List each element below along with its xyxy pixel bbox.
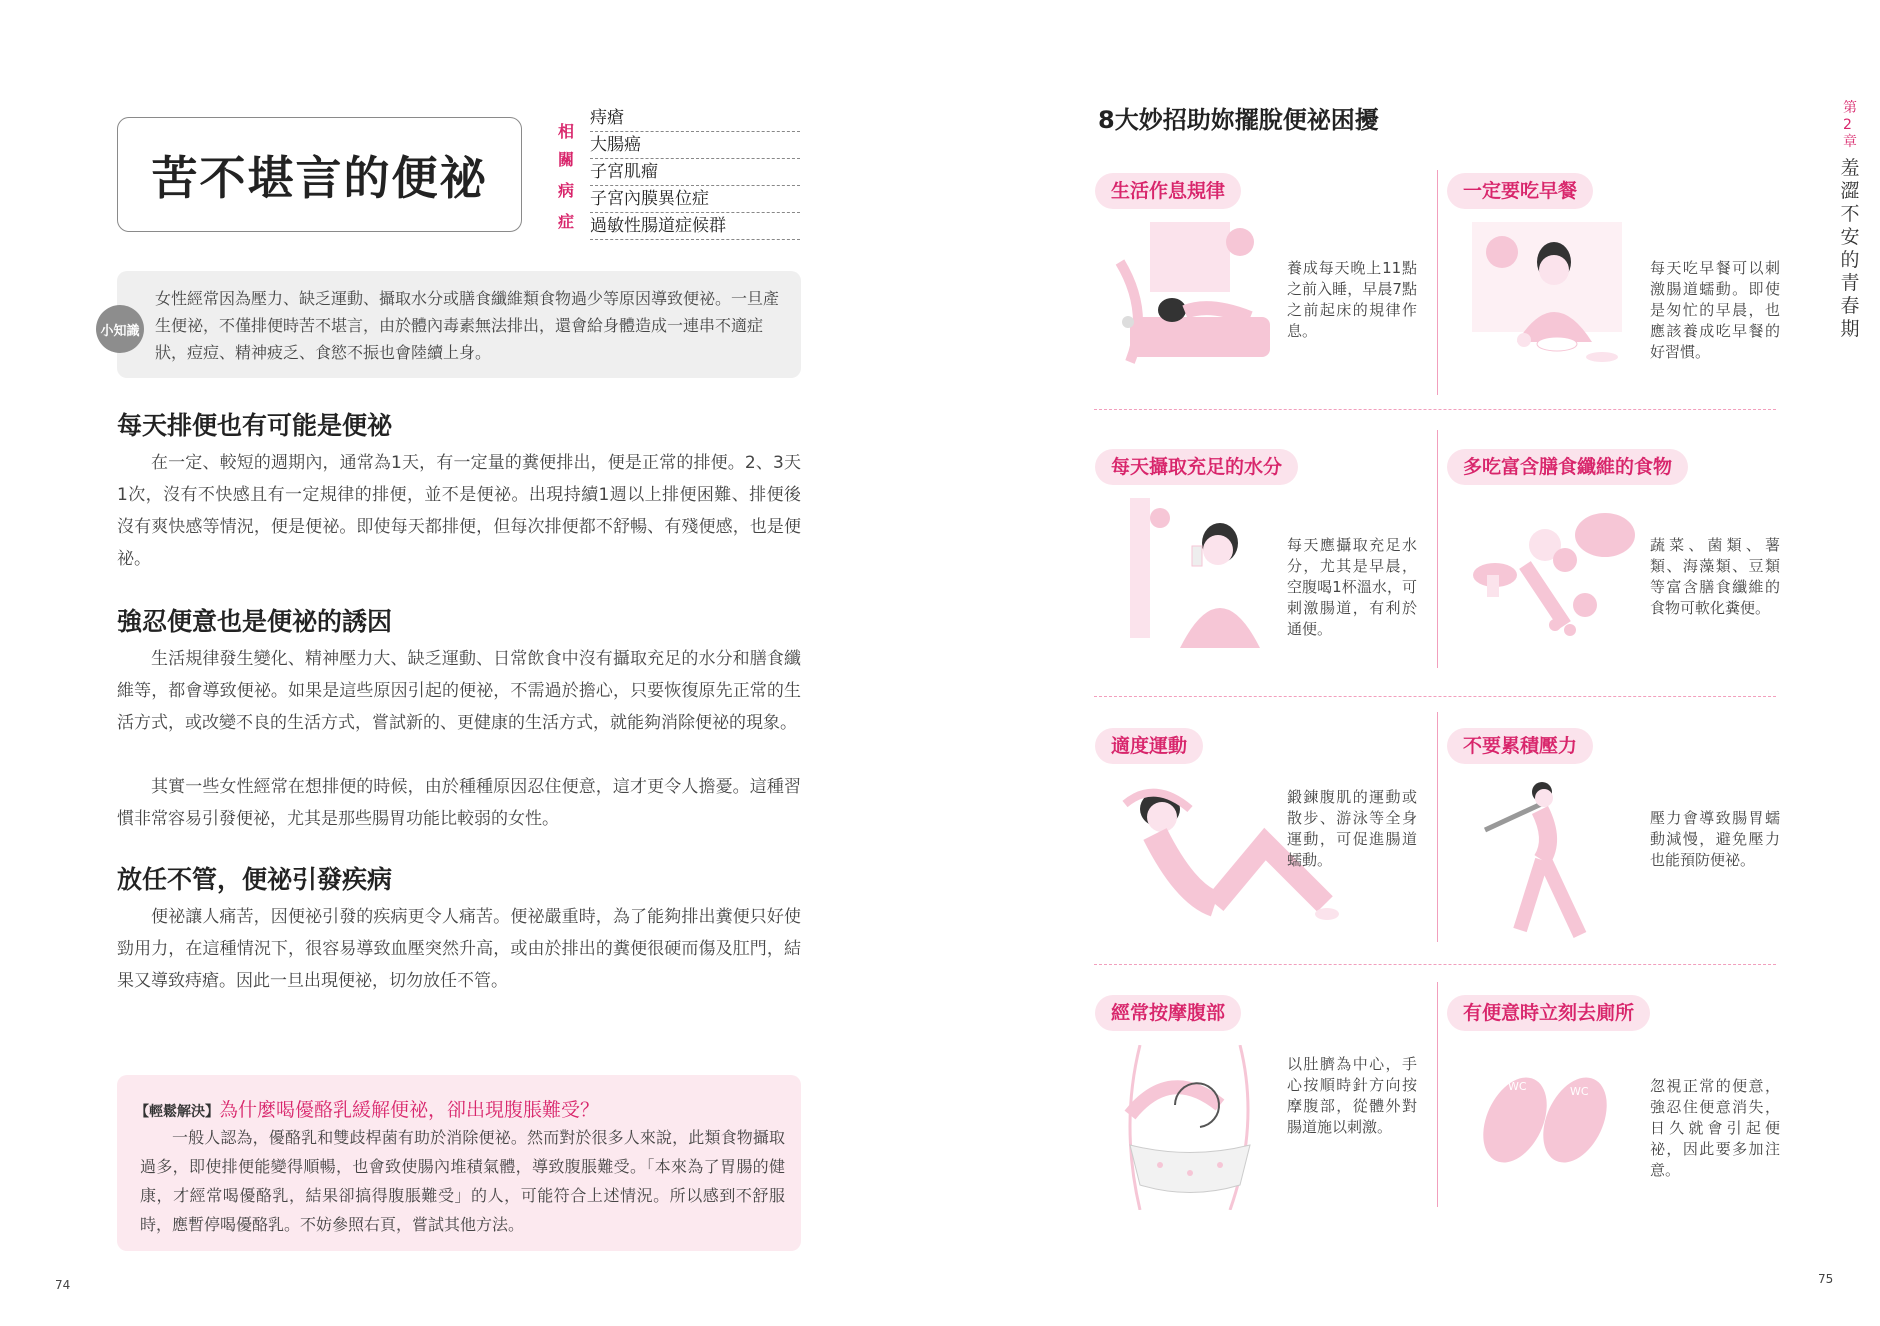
chapter-title-char: 澀 xyxy=(1840,180,1860,202)
tips-title: 8大妙招助妳擺脫便祕困擾 xyxy=(1098,106,1379,134)
grid-divider xyxy=(1437,170,1438,395)
related-label-char: 相 xyxy=(554,118,578,142)
chapter-label-char: 2 xyxy=(1843,117,1852,133)
chapter-title-char: 青 xyxy=(1840,272,1860,294)
section-heading: 強忍便意也是便祕的誘因 xyxy=(117,607,393,636)
chapter-title-char: 安 xyxy=(1840,226,1860,248)
chapter-title-char: 羞 xyxy=(1840,157,1860,179)
body-paragraph: 其實一些女性經常在想排便的時候，由於種種原因忍住便意，這才更令人擔憂。這種習慣非常容易引發便祕，尤其是那些腸胃功能比較弱的女性。 xyxy=(117,777,801,829)
tip-desc: 每天吃早餐可以刺激腸道蠕動。即使是匆忙的早晨，也應該養成吃早餐的好習慣。 xyxy=(1650,259,1780,361)
vegetables-icon xyxy=(1455,505,1640,645)
related-disease: 痔瘡 xyxy=(590,105,800,132)
chapter-title-char: 的 xyxy=(1840,249,1860,271)
related-disease: 子宮內膜異位症 xyxy=(590,186,800,213)
belly-massage-icon xyxy=(1110,1045,1270,1210)
related-disease: 子宮肌瘤 xyxy=(590,159,800,186)
slipper-wc-text: WC xyxy=(1508,1080,1527,1093)
chapter-label-char: 章 xyxy=(1843,134,1857,150)
body-paragraph: 生活規律發生變化、精神壓力大、缺乏運動、日常飲食中沒有攝取充足的水分和膳食纖維等，都會導致便祕。如果是這些原因引起的便祕，不需過於擔心，只要恢復原先正常的生活方式，或改變不良的生活方式，嘗試新的、更健康的生活方式，就能夠消除便祕的現象。 xyxy=(117,649,801,733)
grid-divider xyxy=(1437,430,1438,668)
tip-badge: 小知識 xyxy=(96,305,144,353)
tip-desc: 壓力會導致腸胃蠕動減慢，避免壓力也能預防便祕。 xyxy=(1650,809,1780,869)
tip-desc: 鍛鍊腹肌的運動或散步、游泳等全身運動，可促進腸道蠕動。 xyxy=(1287,788,1417,869)
related-disease: 過敏性腸道症候群 xyxy=(590,213,800,240)
body-paragraph: 便祕讓人痛苦，因便祕引發的疾病更令人痛苦。便祕嚴重時，為了能夠排出糞便只好使勁用力，在這種情況下，很容易導致血壓突然升高，或由於排出的糞便很硬而傷及肛門，結果又導致痔瘡。因此一旦出現便祕，切勿放任不管。 xyxy=(117,907,801,991)
related-label-char: 病 xyxy=(554,177,578,201)
tip-label: 生活作息規律 xyxy=(1095,173,1241,209)
tip-label: 不要累積壓力 xyxy=(1447,728,1593,764)
toilet-slippers-icon xyxy=(1470,1060,1625,1170)
grid-divider xyxy=(1437,712,1438,942)
tip-label: 多吃富含膳食纖維的食物 xyxy=(1447,449,1688,485)
tip-desc: 養成每天晚上11點之前入睡，早晨7點之前起床的規律作息。 xyxy=(1287,259,1417,340)
drinking-water-icon xyxy=(1120,498,1270,658)
breakfast-woman-icon xyxy=(1462,222,1632,382)
chapter-title-char: 期 xyxy=(1840,318,1860,340)
slipper-wc-text: WC xyxy=(1570,1085,1589,1098)
tip-desc: 蔬菜、菌類、薯類、海藻類、豆類等富含膳食纖維的食物可軟化糞便。 xyxy=(1650,536,1780,617)
page-title: 苦不堪言的便祕 xyxy=(151,150,488,205)
faq-tag: 【輕鬆解決】 xyxy=(135,1104,219,1120)
tip-label: 經常按摩腹部 xyxy=(1095,995,1241,1031)
tip-label: 有便意時立刻去廁所 xyxy=(1447,995,1650,1031)
related-label-char: 關 xyxy=(554,146,578,170)
faq-title xyxy=(135,1095,599,1122)
chapter-tab xyxy=(1838,100,1862,341)
sleeping-woman-icon xyxy=(1110,222,1280,382)
tip-desc: 忽視正常的便意，強忍住便意消失，日久就會引起便祕，因此要多加注意。 xyxy=(1650,1077,1780,1179)
tip-text: 女性經常因為壓力、缺乏運動、攝取水分或膳食纖維類食物過少等原因導致便祕。一旦產生便祕，不僅排便時苦不堪言，由於體內毒素無法排出，還會給身體造成一連串不適症狀，痘痘、精神疲乏、食慾不振也會陸續上身。 xyxy=(155,289,780,362)
section-heading: 每天排便也有可能是便祕 xyxy=(117,411,393,440)
related-label-char: 症 xyxy=(554,208,578,232)
related-disease: 大腸癌 xyxy=(590,132,800,159)
tip-label: 一定要吃早餐 xyxy=(1447,173,1593,209)
chapter-title-char: 春 xyxy=(1840,295,1860,317)
section-heading: 放任不管，便祕引發疾病 xyxy=(117,865,393,894)
grid-divider xyxy=(1437,982,1438,1207)
tip-label: 每天攝取充足的水分 xyxy=(1095,449,1298,485)
tip-desc: 以肚臍為中心，手心按順時針方向按摩腹部，從體外對腸道施以刺激。 xyxy=(1287,1055,1417,1136)
page-title-box xyxy=(117,117,522,232)
body-paragraph: 在一定、較短的週期內，通常為1天，有一定量的糞便排出，便是正常的排便。2、3天1次，沒有不快感且有一定規律的排便，並不是便祕。出現持續1週以上排便困難、排便後沒有爽快感等情況，便是便祕。即使每天都排便，但每次排便都不舒暢、有殘便感，也是便祕。 xyxy=(117,453,801,569)
chapter-title-char: 不 xyxy=(1840,203,1860,225)
page-number-left: 74 xyxy=(55,1278,71,1292)
chapter-title xyxy=(1840,157,1859,341)
chapter-label-char: 第 xyxy=(1843,100,1857,116)
chapter-label xyxy=(1843,100,1857,151)
tip-desc: 每天應攝取充足水分，尤其是早晨，空腹喝1杯溫水，可刺激腸道，有利於通便。 xyxy=(1287,536,1417,638)
grid-divider xyxy=(1094,964,1776,965)
tip-label: 適度運動 xyxy=(1095,728,1203,764)
page-number-right: 75 xyxy=(1818,1272,1834,1286)
baseball-swing-icon xyxy=(1480,780,1610,945)
faq-answer: 一般人認為，優酪乳和雙歧桿菌有助於消除便祕。然而對於很多人來說，此類食物攝取過多，即使排便能變得順暢，也會致使腸內堆積氣體，導致腹脹難受。「本來為了胃腸的健康，才經常喝優酪乳，結果卻搞得腹脹難受」的人，可能符合上述情況。所以感到不舒服時，應暫停喝優酪乳。不妨參照右頁，嘗試其他方法。 xyxy=(140,1128,785,1234)
faq-question: 為什麼喝優酪乳緩解便祕，卻出現腹脹難受？ xyxy=(219,1099,600,1121)
grid-divider xyxy=(1094,409,1776,410)
grid-divider xyxy=(1094,696,1776,697)
